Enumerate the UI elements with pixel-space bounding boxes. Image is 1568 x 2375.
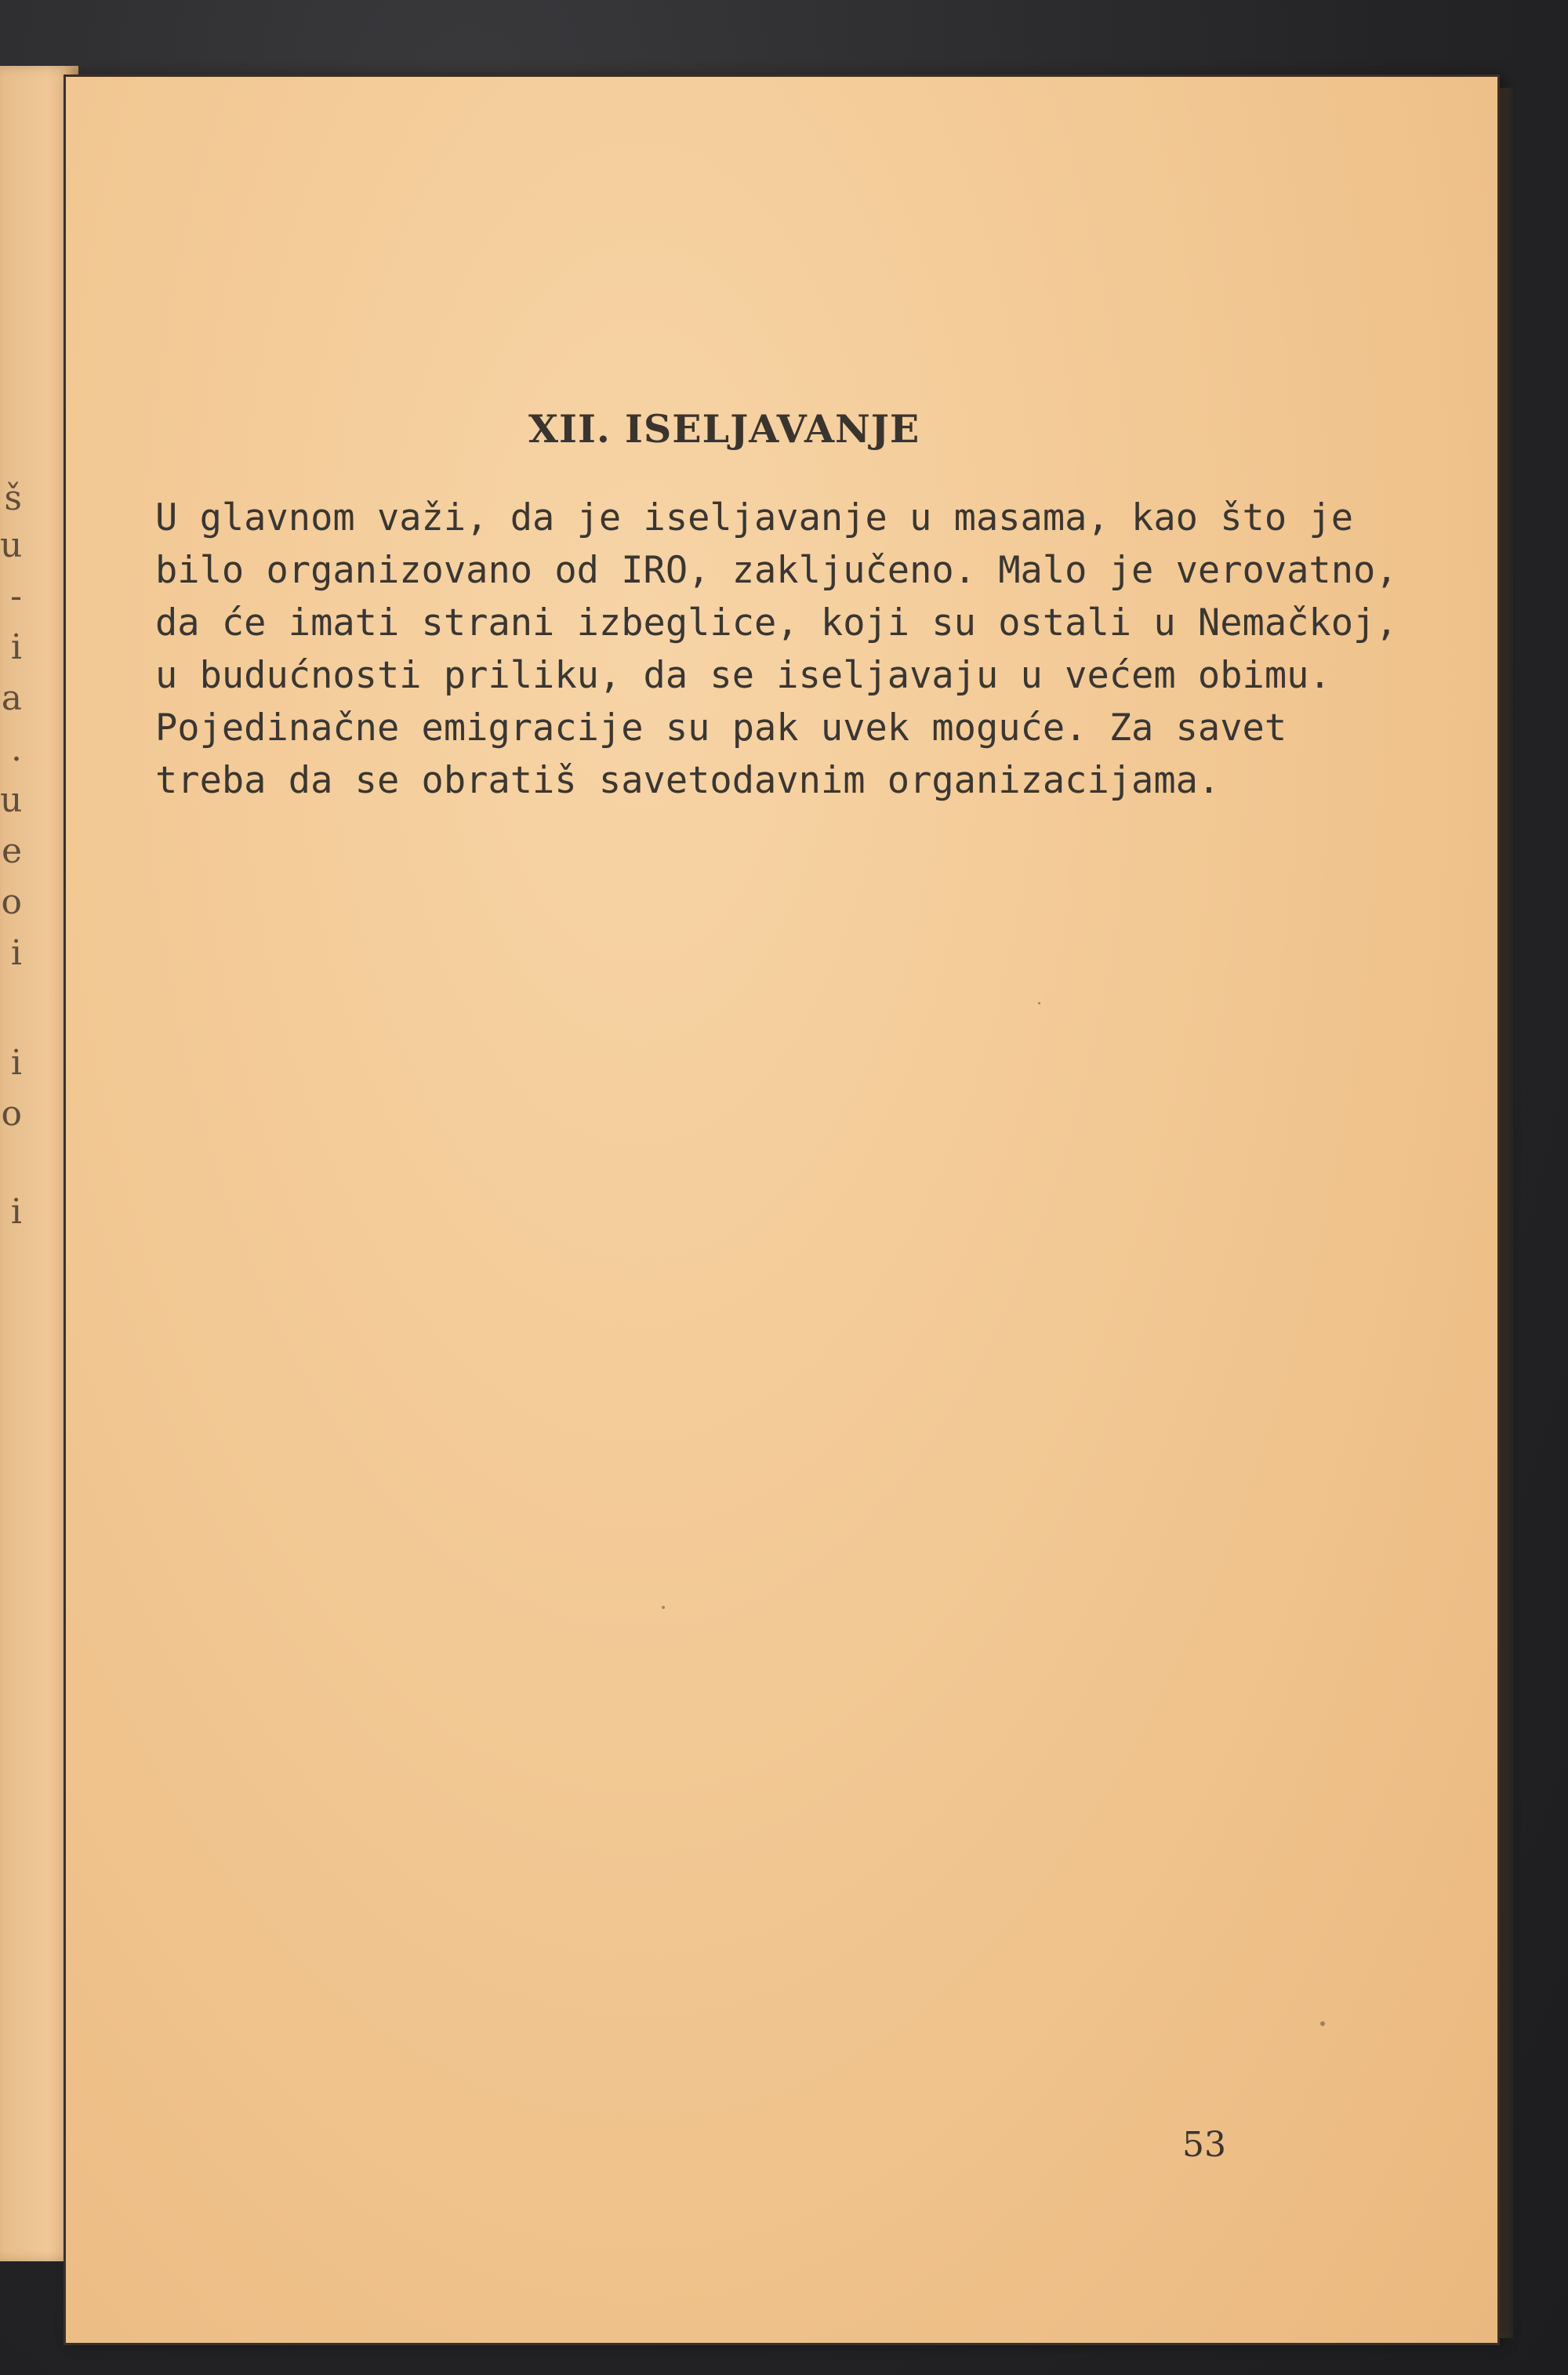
paragraph-line: U glavnom važi, da je iseljavanje u masama, kao što je	[155, 496, 1354, 539]
left-margin-glyph: š	[4, 478, 22, 518]
page-thickness-edge	[1497, 88, 1513, 2338]
left-margin-glyph: .	[11, 729, 22, 769]
left-margin-glyph: i	[10, 627, 22, 667]
paper-speck	[662, 1606, 665, 1609]
page-number: 53	[1182, 2125, 1226, 2165]
left-margin-glyph: e	[1, 831, 22, 871]
left-margin-glyph: a	[1, 678, 22, 718]
left-margin-glyph: o	[1, 882, 22, 922]
paragraph-line: bilo organizovano od IRO, zaključeno. Malo je verovatno,	[155, 549, 1398, 592]
left-margin-glyph: u	[0, 780, 23, 820]
paragraph-line: treba da se obratiš savetodavnim organizacijama.	[155, 759, 1221, 802]
left-margin-glyph: i	[10, 933, 22, 973]
body-paragraph	[155, 492, 1398, 807]
paper-speck	[1320, 2021, 1325, 2026]
left-margin-glyph: i	[10, 1192, 22, 1232]
chapter-title: XII. ISELJAVANJE	[528, 406, 920, 452]
left-margin-glyph: i	[10, 1043, 22, 1083]
paragraph-line: u budućnosti priliku, da se iseljavaju u većem obimu.	[155, 654, 1331, 697]
left-margin-glyph: o	[1, 1094, 22, 1134]
left-margin-glyph: -	[10, 576, 22, 616]
paragraph-line: da će imati strani izbeglice, koji su ostali u Nemačkoj,	[155, 601, 1398, 645]
paper-speck	[1038, 1002, 1040, 1004]
paragraph-line: Pojedinačne emigracije su pak uvek moguće. Za savet	[155, 706, 1287, 750]
left-margin-glyph: u	[0, 525, 23, 565]
